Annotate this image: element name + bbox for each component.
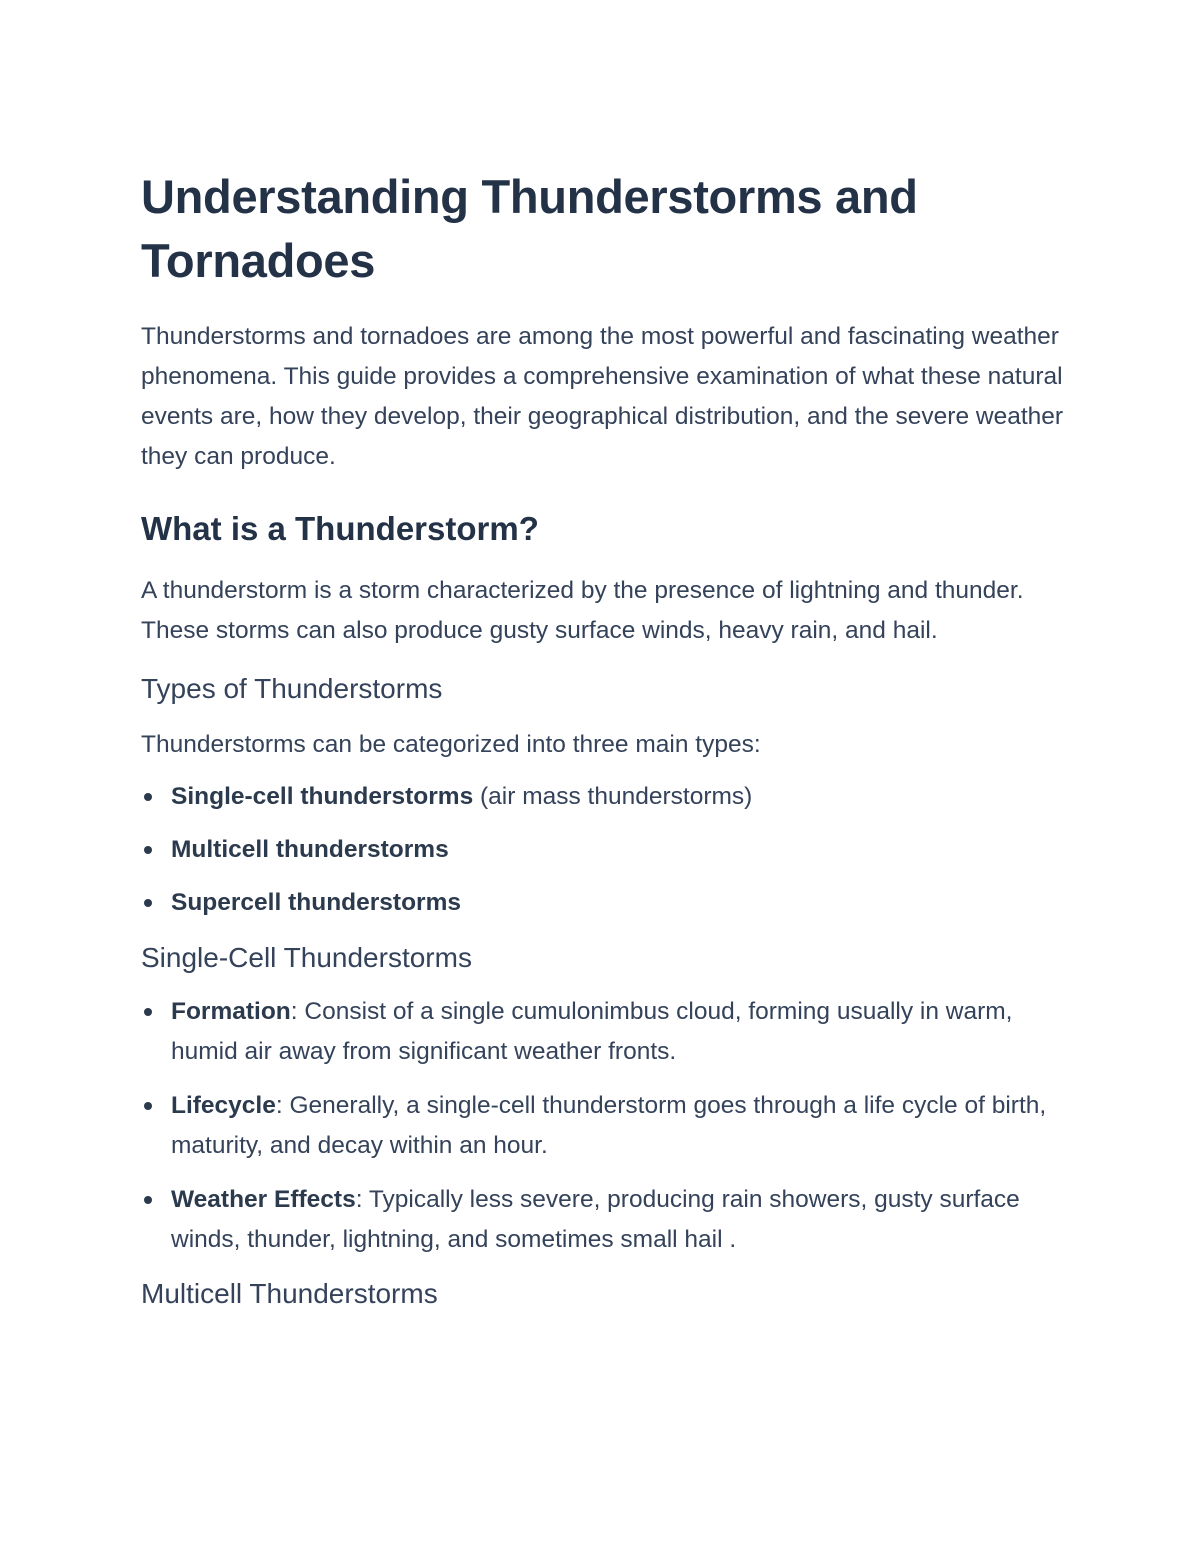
- types-list: [141, 777, 1071, 923]
- document-page: [141, 165, 1071, 1316]
- list-item-text: : Typically less severe, producing rain showers, gusty surface winds, thunder, lightning, and sometimes small hail .: [171, 1186, 1020, 1253]
- section-heading-what-is-thunderstorm: What is a Thunderstorm?: [141, 510, 539, 547]
- bullet-icon: [144, 846, 152, 854]
- bullet-icon: [144, 1102, 152, 1110]
- bullet-icon: [144, 1196, 152, 1204]
- bullet-icon: [144, 899, 152, 907]
- list-item-term: Weather Effects: [171, 1186, 356, 1213]
- list-item-term: Lifecycle: [171, 1092, 276, 1119]
- intro-paragraph: Thunderstorms and tornadoes are among the most powerful and fascinating weather phenomena. This guide provides a comprehensive examination of what these natural events are, how they develop, their geographical distribution, and the severe weather they can produce.: [141, 323, 1064, 470]
- list-item-term: Single-cell thunderstorms: [171, 783, 474, 810]
- subheading-multicell: Multicell Thunderstorms: [141, 1278, 438, 1309]
- thunderstorm-definition: A thunderstorm is a storm characterized by the presence of lightning and thunder. These storms can also produce gusty surface winds, heavy rain, and hail.: [141, 577, 1024, 644]
- list-item-term: Formation: [171, 998, 291, 1025]
- list-item: [141, 883, 1071, 923]
- list-item-term: Multicell thunderstorms: [171, 836, 449, 863]
- page-title: Understanding Thunderstorms and Tornadoes: [141, 170, 918, 287]
- list-item: [141, 1180, 1071, 1260]
- single-cell-list: [141, 992, 1071, 1260]
- list-item-text: : Generally, a single-cell thunderstorm goes through a life cycle of birth, maturity, and decay within an hour.: [171, 1092, 1047, 1159]
- list-item: [141, 1086, 1071, 1166]
- list-item-text: (air mass thunderstorms): [473, 783, 753, 810]
- list-item-text: : Consist of a single cumulonimbus cloud, forming usually in warm, humid air away from significant weather fronts.: [171, 998, 1013, 1065]
- types-intro: Thunderstorms can be categorized into three main types:: [141, 731, 761, 758]
- list-item-term: Supercell thunderstorms: [171, 889, 461, 916]
- bullet-icon: [144, 793, 152, 801]
- subheading-types: Types of Thunderstorms: [141, 673, 443, 704]
- list-item: [141, 777, 1071, 817]
- subheading-single-cell: Single-Cell Thunderstorms: [141, 942, 472, 973]
- bullet-icon: [144, 1008, 152, 1016]
- list-item: [141, 830, 1071, 870]
- list-item: [141, 992, 1071, 1072]
